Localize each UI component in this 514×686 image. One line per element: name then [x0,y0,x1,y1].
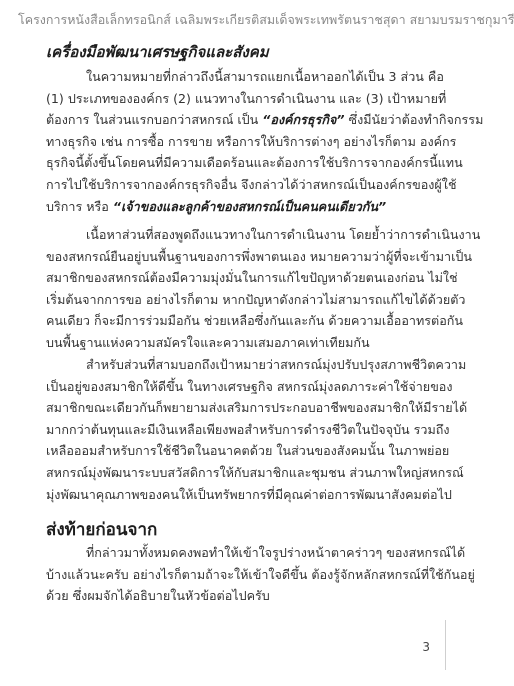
paragraph-4 [46,542,475,607]
text-line: มุ่งพัฒนาคุณภาพของคนให้เป็นทรัพยากรที่มีคุณค่าต่อการพัฒนาสังคมต่อไป [46,486,452,502]
text-line: บ้างแล้วนะครับ อย่างไรก็ตามถ้าจะให้เข้าใจดีขึ้น ต้องรู้จักหลักสหกรณ์ที่ใช้กันอยู่ [46,566,475,582]
text-line: สหกรณ์มุ่งพัฒนาระบบสวัสดิการให้กับสมาชิกและชุมชน ส่วนภาพใหญ่สหกรณ์ [46,464,464,480]
text-line: บนพื้นฐานแห่งความสมัครใจและความเสมอภาคเท่าเทียมกัน [46,334,370,350]
text-line: การไปใช้บริการจากองค์กรธุรกิจอื่น จึงกล่าวได้ว่าสหกรณ์เป็นองค์กรของผู้ใช้ [46,176,457,192]
text-line: เป็นอยู่ของสมาชิกให้ดีขึ้น ในทางเศรษฐกิจ สหกรณ์มุ่งลดภาระค่าใช้จ่ายของ [46,378,453,394]
emphasized-quote: “เจ้าของและลูกค้าของสหกรณ์เป็นคนคนเดียวกัน” [112,198,387,214]
text-line: เหลือออมสำหรับการใช้ชีวิตในอนาคตด้วย ในส่วนของสังคมนั้น ในภาพย่อย [46,443,450,459]
running-header: โครงการหนังสือเล็กทรอนิกส์ เฉลิมพระเกียรติสมเด็จพระเทพรัตนราชสุดา สยามบรมราชกุมารี [18,12,514,27]
paragraph-3 [46,354,468,505]
text-line: ทางธุรกิจ เช่น การซื้อ การขาย หรือการให้บริการต่างๆ อย่างไรก็ตาม องค์กร [46,133,457,149]
text-line [46,109,484,131]
emphasized-term: “องค์กรธุรกิจ” [262,112,345,128]
section-title: เครื่องมือพัฒนาเศรษฐกิจและสังคม [46,43,269,61]
text-span: ซึ่งมีนัยว่าต้องทำกิจกรรม [344,112,484,128]
text-line: ธุรกิจนี้ตั้งขึ้นโดยคนที่มีความเดือดร้อนและต้องการใช้บริการจากองค์กรนี้แทน [46,155,463,171]
text-line: ด้วย ซึ่งผมจักได้อธิบายในหัวข้อต่อไปครับ [46,588,270,604]
text-line [46,196,434,218]
text-span: บริการ หรือ [46,198,113,214]
paragraph-1 [46,66,484,217]
text-line: (1) ประเภทขององค์กร (2) แนวทางในการดำเนินงาน และ (3) เป้าหมายที่ [46,90,447,106]
page-edge-rule [445,620,446,670]
text-line: ที่กล่าวมาทั้งหมดคงพอทำให้เข้าใจรูปร่างหน้าตาคร่าวๆ ของสหกรณ์ได้ [86,545,466,560]
text-span: ต้องการ ในส่วนแรกบอกว่าสหกรณ์ เป็น [46,112,263,128]
text-line: สมาชิกของสหกรณ์ต้องมีความมุ่งมั่นในการแก้ไขปัญหาด้วยตนเองก่อน ไม่ใช่ [46,270,458,286]
text-line: ในความหมายที่กล่าวถึงนี้สามารถแยกเนื้อหาออกได้เป็น 3 ส่วน คือ [86,69,444,84]
page-number: 3 [422,640,430,654]
text-line: เริ่มต้นจากการขอ อย่างไรก็ตาม หากปัญหาดังกล่าวไม่สามารถแก้ไขได้ด้วยตัว [46,291,466,307]
text-line: มากกว่าต้นทุนและมีเงินเหลือเพียงพอสำหรับการดำรงชีวิตในปัจจุบัน รวมถึง [46,421,450,437]
paragraph-2 [46,224,481,354]
text-line: สำหรับส่วนที่สามบอกถึงเป้าหมายว่าสหกรณ์มุ่งปรับปรุงสภาพชีวิตความ [86,357,467,372]
text-line: คนเดียว ก็จะมีการร่วมมือกัน ช่วยเหลือซึ่งกันและกัน ด้วยความเอื้ออาทรต่อกัน [46,313,464,329]
closing-heading: ส่งท้ายก่อนจาก [46,520,158,540]
text-line: ของสหกรณ์ยืนอยู่บนพื้นฐานของการพึ่งพาตนเอง หมายความว่าผู้ที่จะเข้ามาเป็น [46,248,473,264]
text-line: สมาชิกขณะเดียวกันก็พยายามส่งเสริมการประกอบอาชีพของสมาชิกให้มีรายได้ [46,400,468,416]
text-line: เนื้อหาส่วนที่สองพูดถึงแนวทางในการดำเนินงาน โดยย้ำว่าการดำเนินงาน [86,227,481,242]
